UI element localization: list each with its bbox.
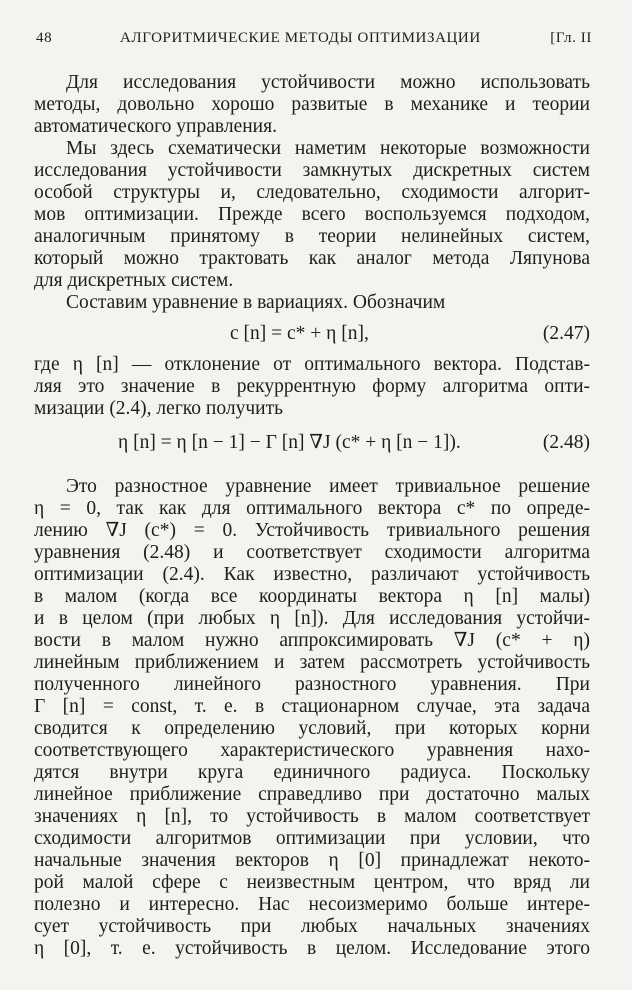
text-line: оптимизации (2.4). Как известно, различают устойчивость (34, 564, 590, 585)
equation-number: (2.47) (542, 323, 590, 344)
text-line: сует устойчивость при любых начальных значениях (34, 916, 590, 937)
text-line: вости в малом нужно аппроксимировать ∇J (c* + η) (34, 630, 590, 651)
text-line: значениях η [n], то устойчивость в малом соответствует (34, 806, 590, 827)
text-line: дятся внутри круга единичного радиуса. Поскольку (34, 762, 590, 783)
equation-formula: c [n] = c* + η [n], (230, 323, 369, 344)
equation-number: (2.48) (542, 432, 590, 453)
equation-2-47 (34, 314, 590, 354)
running-header (36, 30, 592, 52)
text-line: η [0], т. е. устойчивость в целом. Исследование этого (34, 938, 590, 959)
text-line: линейным приближением и затем рассмотреть устойчивость (34, 652, 590, 673)
page-number: 48 (36, 30, 53, 46)
text-line: автоматического управления. (34, 116, 277, 137)
text-line: Для исследования устойчивости можно использовать (66, 72, 590, 93)
paragraph-1 (34, 72, 590, 138)
text-line: ляя это значение в рекуррентную форму алгоритма опти- (34, 376, 590, 397)
text-line: соответствующего характеристического уравнения нахо- (34, 740, 590, 761)
text-line: особой структуры и, следовательно, сходимости алгорит- (34, 182, 590, 203)
text-line: рой малой сфере с неизвестным центром, что вряд ли (34, 872, 590, 893)
paragraph-4 (34, 354, 590, 420)
text-line: Это разностное уравнение имеет тривиальное решение (66, 476, 590, 497)
text-line: для дискретных систем. (34, 270, 234, 291)
text-line: в малом (когда все координаты вектора η [n] малы) (34, 586, 590, 607)
text-line: где η [n] — отклонение от оптимального вектора. Подстав- (34, 354, 590, 375)
paragraph-5 (34, 476, 590, 960)
equation-2-48 (34, 420, 590, 466)
page-body (34, 72, 590, 960)
text-line: мизации (2.4), легко получить (34, 398, 283, 419)
text-line: сводится к определению условий, при которых корни (34, 718, 590, 739)
text-line: η = 0, так как для оптимального вектора c* по опреде- (34, 498, 590, 519)
text-line: лению ∇J (c*) = 0. Устойчивость тривиального решения (34, 520, 590, 541)
text-line: Γ [n] = const, т. е. в стационарном случае, эта задача (34, 696, 590, 717)
text-line: сходимости алгоритмов оптимизации при условии, что (34, 828, 590, 849)
paragraph-3: Составим уравнение в вариациях. Обозначим (66, 292, 446, 313)
text-line: уравнения (2.48) и соответствует сходимости алгоритма (34, 542, 590, 563)
text-line: и в целом (при любых η [n]). Для исследования устойчи- (34, 608, 590, 629)
text-line: аналогичным принятому в теории нелинейных систем, (34, 226, 590, 247)
text-line: начальные значения векторов η [0] принадлежат некото- (34, 850, 590, 871)
text-line: полученного линейного разностного уравнения. При (34, 674, 590, 695)
chapter-label: [Гл. II (550, 30, 592, 46)
equation-formula: η [n] = η [n − 1] − Γ [n] ∇J (c* + η [n − 1]). (118, 432, 461, 453)
running-title: АЛГОРИТМИЧЕСКИЕ МЕТОДЫ ОПТИМИЗАЦИИ (120, 30, 481, 46)
text-line: Мы здесь схематически наметим некоторые возможности (66, 138, 590, 159)
paragraph-2 (34, 138, 590, 292)
text-line: полезно и интересно. Нас несоизмеримо больше интере- (34, 894, 590, 915)
text-line: мов оптимизации. Прежде всего воспользуемся подходом, (34, 204, 590, 225)
text-line: который можно трактовать как аналог метода Ляпунова (34, 248, 590, 269)
text-line: линейное приближение справедливо при достаточно малых (34, 784, 590, 805)
text-line: методы, довольно хорошо развитые в механике и теории (34, 94, 590, 115)
text-line: исследования устойчивости замкнутых дискретных систем (34, 160, 590, 181)
